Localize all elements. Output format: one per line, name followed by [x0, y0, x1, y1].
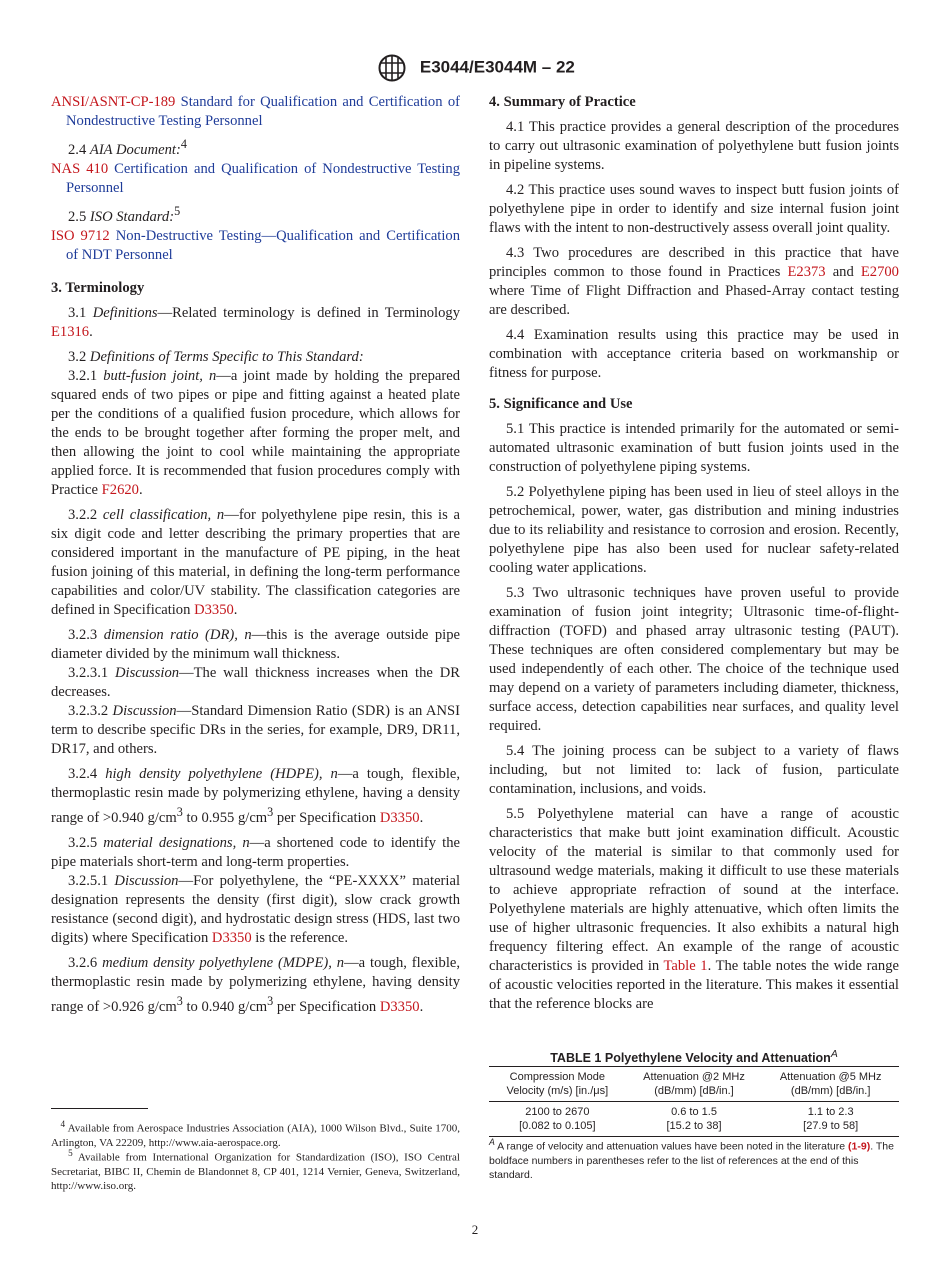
table-row — [489, 1102, 899, 1137]
paragraph-4-2: 4.2 This practice uses sound waves to inspect butt fusion joints of polyethylene pipe in order to identify and size internal fusion joint flaws with the intent to non-destructively assess overall joint quality. — [489, 182, 899, 236]
table-cell: 1.1 to 2.3 [27.9 to 58] — [762, 1102, 899, 1137]
paragraph-3-2-3-2: 3.2.3.2 Discussion—Standard Dimension Ratio (SDR) is an ANSI term to describe specific DRs in the series, for example, DR9, DR11, DR17, and others. — [51, 702, 460, 757]
link-e1316[interactable]: E1316 — [51, 323, 90, 340]
link-e2373[interactable]: E2373 — [787, 264, 826, 280]
reference-code-link[interactable]: ISO 9712 — [51, 227, 110, 244]
link-e2700[interactable]: E2700 — [860, 264, 899, 280]
table-1-footnote: $^A$ A range of velocity and attenuation values have been noted in the literature (1-9). The boldface numbers in parentheses refer to the list of references at the end of this standard. — [489, 1137, 894, 1181]
paragraph-5-2: 5.2 Polyethylene piping has been used in lieu of steel alloys in the petrochemical, power, water, gas distribution and mining industries due to its reliability and resistance to corrosion and erosion. Recently, polyethylene pipe has also been used for nuclear safety-related cooling water applications. — [489, 484, 899, 576]
link-d3350[interactable]: D3350 — [194, 601, 234, 618]
footnote-divider — [51, 1108, 148, 1109]
reference-ansi-asnt — [51, 93, 460, 131]
section-2-5: 2.5 ISO Standard:$^5$ — [68, 203, 181, 225]
reference-nas-410 — [51, 160, 460, 198]
paragraph-5-1: 5.1 This practice is intended primarily for the automated or semi-automated ultrasonic examination of butt fusion joints used in the construction of polyethylene piping systems. — [489, 421, 899, 475]
paragraph-5-3: 5.3 Two ultrasonic techniques have proven useful to provide examination of fusion joint integrity; Ultrasonic time-of-flight-diffraction (TOFD) and phased array ultrasonic testing (PAUT). These techniques are often considered complementary but may be used independently of each other. The choice of the technique used may depend on a variety of parameters including diameter, thickness, surface access, detection capabilities near surfaces, and quality level required. — [489, 585, 899, 734]
paragraph-4-4: 4.4 Examination results using this practice may be used in combination with acceptance criteria based on workmanship or fitness for purpose. — [489, 327, 899, 381]
link-d3350[interactable]: D3350 — [379, 998, 420, 1015]
reference-code-link[interactable]: NAS 410 — [51, 160, 109, 177]
section-heading-terminology: 3. Terminology — [51, 279, 145, 296]
paragraph-4-1: 4.1 This practice provides a general description of the procedures to carry out ultrasonic examination of polyethylene butt fusion joints in pipeline systems. — [489, 119, 899, 173]
paragraph-4-3: 4.3 Two procedures are described in this practice that have principles common to those found in Practices E2373 and E2700 where Time of Flight Diffraction and Phased-Array contact testing are described. — [489, 245, 899, 318]
paragraph-3-2-2: 3.2.2 cell classification, n—for polyethylene pipe resin, this is a six digit code and letter describing the primary properties that are considered important in the manufacture of PE piping, in the heat fusion joining of this material, in defining the long-term performance capabilities and color/UV stability. The classification categories are defined in Specification D3350. — [51, 506, 460, 618]
reference-title-link[interactable]: Standard for Qualification and Certification of Nondestructive Testing Personnel — [66, 94, 460, 129]
paragraph-3-2-3: 3.2.3 dimension ratio (DR), n—this is the average outside pipe diameter divided by the minimum wall thickness. — [51, 626, 460, 662]
table-1 — [489, 1066, 899, 1137]
footnote-mark-5: 5 — [174, 203, 181, 218]
section-2-4: 2.4 AIA Document:$^4$ — [68, 137, 187, 158]
footnote-4: $^4$ Available from Aerospace Industries Association (AIA), 1000 Wilson Blvd., Suite 1700, Arlington, VA 22209, http://www.aia-aerospace.org. — [51, 1119, 460, 1149]
paragraph-3-2-5-1: 3.2.5.1 Discussion—For polyethylene, the “PE-XXXX” material designation represents the density (first digit), slow crack growth resistance (second digit), and hydrostatic design stress (HDS, last two digits) where Specification D3350 is the reference. — [51, 872, 461, 946]
table-header-row — [489, 1067, 899, 1102]
astm-logo-icon — [375, 54, 409, 82]
reference-title-link[interactable]: Certification and Qualification of Nondestructive Testing Personnel — [66, 160, 460, 196]
paragraph-3-1: 3.1 Definitions—Related terminology is defined in Terminology E1316. — [51, 304, 460, 340]
column-header: Attenuation @2 MHz (dB/mm) [dB/in.] — [626, 1067, 763, 1102]
paragraph-3-2-1: 3.2.1 butt-fusion joint, n—a joint made by holding the prepared squared ends of two pipes or pipe and fitting against a heated plate per the conditions of a qualified fusion procedure, which allows for the ends to be brought together after forming the proper melt, and then allowing the joint to cool while maintaining the appropriate applied force. It is recommended that fusion procedures comply with Practice F2620. — [51, 367, 460, 498]
footnote-5: $^5$ Available from International Organization for Standardization (ISO), ISO Central Secretariat, BIBC II, Chemin de Blandonnet 8, CP 401, 1214 Vernier, Geneva, Switzerland, http://www.iso.org. — [51, 1148, 460, 1192]
table-cell: 0.6 to 1.5 [15.2 to 38] — [626, 1102, 763, 1137]
link-f2620[interactable]: F2620 — [101, 481, 139, 498]
paragraph-3-2-3-1: 3.2.3.1 Discussion—The wall thickness increases when the DR decreases. — [51, 664, 460, 700]
right-column — [489, 93, 899, 1014]
link-table-1[interactable]: Table 1 — [663, 958, 708, 974]
paragraph-3-2: 3.2 Definitions of Terms Specific to This Standard: — [68, 348, 364, 365]
paragraph-5-4: 5.4 The joining process can be subject to a variety of flaws including, but not limited to: lack of fusion, particulate contamination, inclusions, and voids. — [489, 743, 899, 797]
link-d3350[interactable]: D3350 — [379, 809, 420, 826]
reference-title-link[interactable]: Non-Destructive Testing—Qualification and Certification of NDT Personnel — [66, 227, 460, 263]
footnote-mark-4: 4 — [180, 137, 187, 151]
link-d3350[interactable]: D3350 — [211, 929, 252, 946]
table-1-title: TABLE 1 Polyethylene Velocity and Attenuation$^A$ — [550, 1049, 838, 1066]
page-number: 2 — [471, 1222, 479, 1237]
paragraph-3-2-5: 3.2.5 material designations, n—a shortened code to identify the pipe materials short-term and long-term properties. — [51, 834, 460, 870]
section-heading-summary: 4. Summary of Practice — [489, 94, 636, 110]
paragraph-3-2-6: 3.2.6 medium density polyethylene (MDPE), n—a tough, flexible, thermoplastic resin made by polymerizing ethylene, having density range of >0.926 $g/cm^3$ to 0.940 $g/cm^3$ per Specification D3350. — [51, 954, 460, 1015]
section-heading-significance: 5. Significance and Use — [489, 396, 633, 412]
left-column — [51, 93, 460, 1016]
paragraph-3-2-4: 3.2.4 high density polyethylene (HDPE), n—a tough, flexible, thermoplastic resin made by polymerizing ethylene, having a density range of >0.940 $g/cm^3$ to 0.955 $g/cm^3$ per Specification D3350. — [51, 765, 461, 826]
page-header — [0, 54, 950, 82]
table-cell: 2100 to 2670 [0.082 to 0.105] — [489, 1102, 626, 1137]
reference-code-link[interactable]: ANSI/ASNT-CP-189 — [51, 94, 176, 110]
references-link[interactable]: (1-9) — [848, 1140, 871, 1153]
column-header: Compression Mode Velocity (m/s) [in./μs] — [489, 1067, 626, 1102]
column-header: Attenuation @5 MHz (dB/mm) [dB/in.] — [762, 1067, 899, 1102]
document-designation: E3044/E3044M – 22 — [419, 57, 575, 77]
reference-iso-9712 — [51, 227, 460, 265]
paragraph-5-5: 5.5 Polyethylene material can have a range of acoustic characteristics that make butt joint examination difficult. Acoustic velocity of the material is similar to that commonly used for ultrasound wedge materials, making it difficult to use these materials to achieve appropriate refraction of sound at the interface. Polyethylene materials are highly attenuative, which often limits the use of higher ultrasonic frequencies. It also exhibits a natural high frequency filtering effect. An example of the range of acoustic characteristics is provided in Table 1. The table notes the wide range of acoustic velocities reported in the literature. This makes it essential that the reference blocks are — [489, 806, 899, 1012]
